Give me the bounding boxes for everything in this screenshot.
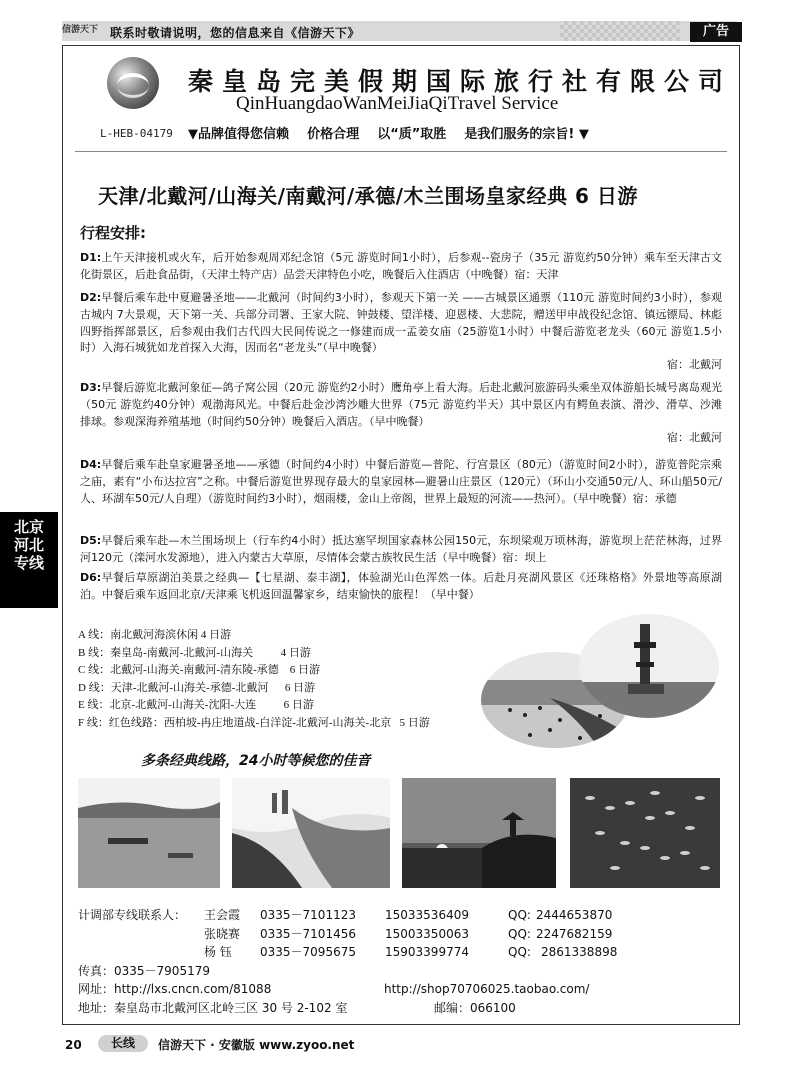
day-label: D2: [80,291,102,304]
shop-link[interactable]: http://shop70706025.taobao.com/ [384,982,590,996]
itinerary-day [80,570,722,604]
day-label: D4: [80,458,102,471]
top-bar [0,0,800,42]
sunset-photo [402,778,556,888]
ad-label: 广告 [690,22,742,42]
side-tab-label-line: 专线 [13,554,44,572]
lighthouse-photo [578,612,720,720]
harbor-photo [78,778,220,888]
contact-row [78,962,728,981]
contact-row: 杨 钰 0335－7095675 15903399774 QQ: 2861338898 [204,945,618,959]
page-number: 20 [65,1038,82,1052]
footer-site: 信游天下 · 安徽版 www.zyoo.net [158,1038,355,1052]
checker-pattern [560,21,680,41]
postcode: 邮编：066100 [434,1000,516,1015]
day-label: D1: [80,251,102,264]
route-lines-list [78,627,430,732]
side-tab-label-line: 北京 [13,518,44,536]
itinerary-day [80,290,722,374]
contact-block [78,906,728,1017]
contact-row [78,980,728,999]
itinerary-day [80,457,722,507]
section-tag: 长线 [98,1035,148,1052]
header-divider [75,151,727,152]
route-line: A 线：南北戴河海滨休闲 4 日游 [78,629,232,641]
contact-row: 计调部专线联系人： 王会霞 0335－7101123 15033536409 QQ: 2444653870 [78,908,613,922]
company-name-en: QinHuangdaoWanMeiJiaQiTravel Service [236,93,559,114]
route-line: D 线：天津-北戴河-山海关-承德-北戴河 6 日游 [78,681,316,694]
company-logo-icon [107,57,159,109]
itinerary-day [80,533,722,567]
source-notice: 联系时敬请说明，您的信息来自《信游天下》 [110,26,361,40]
contact-row: 张晓赛 0335－7101456 15003350063 QQ: 2247682159 [204,926,613,941]
promo-slogan: 多条经典线路，24小时等候您的佳音 [141,753,371,769]
day-text: 早餐后乘车赴皇家避暑圣地——承德（时间约4小时）中餐后游览—普陀、行宫景区（80元）（游览时间2小时），游览普陀宗乘之庙，素有“小布达拉宫”之称。中餐后游览世界现存最大的皇家园林—避暑山庄景区（120元）（环山小交通50元/人、环山船50元/人、环湖车50元/人自理）（游览时间约3小时），烟雨楼，金山上帝阁，世界上最短的河流——热河）。（早中晚餐）宿：承德 [80,458,722,505]
company-name-cn: 秦皇岛完美假期国际旅行社有限公司 [188,67,733,96]
day-label: D5: [80,534,102,547]
tour-title: 天津/北戴河/山海关/南戴河/承德/木兰围场皇家经典 6 日游 [98,184,638,208]
day-stay: 宿：北戴河 [667,431,722,445]
schedule-heading: 行程安排: [80,224,146,242]
coastline-photo [232,778,390,888]
route-line: B 线：秦皇岛-南戴河-北戴河-山海关 4 日游 [78,646,311,659]
day-text: 上午天津接机或火车，后开始参观周邓纪念馆（5元 游览时间1小时），后参观--瓷房子（35元 游览约50分钟）乘车至天津古文化街景区，后赴食品街，（天津土特产店）品尝天津特色小吃，晚餐后入住酒店（中晚餐）宿：天津 [80,251,722,281]
fax: 传真：0335－7905179 [78,963,210,978]
route-line: C 线：北戴河-山海关-南戴河-清东陵-承德 6 日游 [78,664,320,676]
side-tab-label [0,518,58,572]
itinerary-day [80,250,722,284]
day-text: 早餐后乘车赴中夏避暑圣地——北戴河（时间约3小时），参观天下第一关 ——古城景区通票（110元 游览时间约3小时），参观古城内 7大景观，天下第一关、兵部分司署、王家大院、钟鼓楼、望洋楼、迎恩楼、大悲院，赠送甲申战役纪念馆、镇远镖局、林彪四野指挥部景区，后参观由我们古代四大民间传说之一修建而成一孟姜女庙（25游览1小时）中餐后游览老龙头（60元 游览1.5小时）入海石城犹如龙首探入大海，因而名“老龙头”（早中晚餐） [80,291,722,355]
company-slogan: ▼品牌值得您信赖 价格合理 以“质”取胜 是我们服务的宗旨! ▼ [188,127,589,142]
license-number: L-HEB-04179 [100,127,173,140]
website-link[interactable]: 网址：http://lxs.cncn.com/81088 [78,982,272,996]
route-line: F 线：红色线路：西柏坡-冉庄地道战-白洋淀-北戴河-山海关-北京 5 日游 [78,716,430,729]
magazine-logo: 信游天下 [62,25,99,35]
fish-school-photo [570,778,720,888]
route-line: E 线：北京-北戴河-山海关-沈阳-大连 6 日游 [78,699,314,711]
day-label: D6: [80,571,102,584]
itinerary-day [80,380,722,447]
side-tab-label-line: 河北 [13,536,44,554]
contact-row [78,999,728,1018]
day-label: D3: [80,381,102,394]
day-stay: 宿：北戴河 [667,358,722,372]
section-side-tab [0,512,58,608]
day-text: 早餐后草原湖泊美景之经典—【七星湖、泰丰湖】，体验湖光山色浑然一体。后赴月亮湖风景区《还珠格格》外景地等高原湖泊。中餐后乘车返回北京/天津乘飞机返回温馨家乡，结束愉快的旅程！（早中餐） [80,571,722,601]
day-text: 早餐后乘车赴—木兰围场坝上（行车约4小时）抵达塞罕坝国家森林公园150元，东坝梁观万顷林海，游览坝上茫茫林海，过界河120元（滦河水发源地），进入内蒙古大草原，尽情体会蒙古族牧民生活（早中晚餐）宿：坝上 [80,534,722,564]
address: 地址：秦皇岛市北戴河区北岭三区 30 号 2-102 室 [78,1000,348,1015]
day-text: 早餐后游览北戴河象征—鸽子窝公园（20元 游览约2小时）鹰角亭上看大海。后赴北戴河旅游码头乘坐双体游船长城号离岛观光（50元 游览约40分钟）观渤海风光。中餐后赴金沙湾沙雕大世界（75元 游览约半天）其中景区内有鳄鱼表演、滑沙、滑草、沙滩排球。参观深海养殖基地（时间约50分钟）晚餐后入酒店。（早中晚餐） [80,381,722,428]
